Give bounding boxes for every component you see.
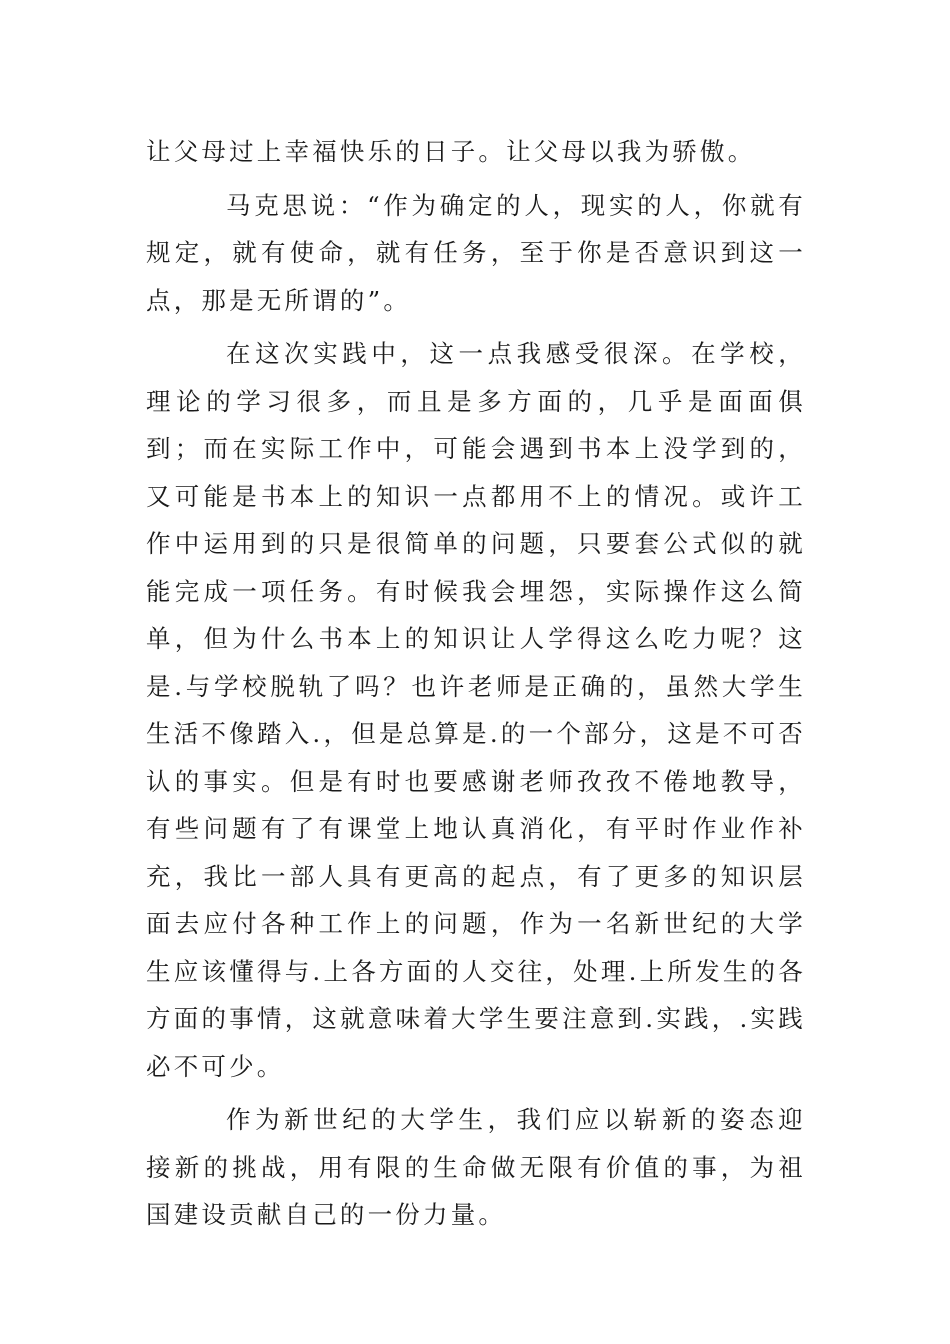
paragraph-1: 让父母过上幸福快乐的日子。让父母以我为骄傲。: [146, 137, 756, 166]
paragraph-3: 在这次实践中，这一点我感受很深。在学校，理论的学习很多，而且是多方面的，几乎是面面俱到；而在实际工作中，可能会遇到书本上没学到的，又可能是书本上的知识一点都用不上的情况。或许工作中运用到的只是很简单的问题，只要套公式似的就能完成一项任务。有时候我会埋怨，实际操作这么简单，但为什么书本上的知识让人学得这么吃力呢？这是.与学校脱轨了吗？也许老师是正确的，虽然大学生生活不像踏入.，但是总算是.的一个部分，这是不可否认的事实。但是有时也要感谢老师孜孜不倦地教导，有些问题有了有课堂上地认真消化，有平时作业作补充，我比一部人具有更高的起点，有了更多的知识层面去应付各种工作上的问题，作为一名新世纪的大学生应该懂得与.上各方面的人交往，处理.上所发生的各方面的事情，这就意味着大学生要注意到.实践，.实践必不可少。: [146, 339, 806, 1081]
paragraph-4: 作为新世纪的大学生，我们应以崭新的姿态迎接新的挑战，用有限的生命做无限有价值的事，为祖国建设贡献自己的一份力量。: [146, 1105, 806, 1229]
paragraph-2: 马克思说：“作为确定的人，现实的人，你就有规定，就有使命，就有任务，至于你是否意识到这一点，那是无所谓的”。: [146, 190, 806, 315]
document-body: [146, 128, 806, 1245]
